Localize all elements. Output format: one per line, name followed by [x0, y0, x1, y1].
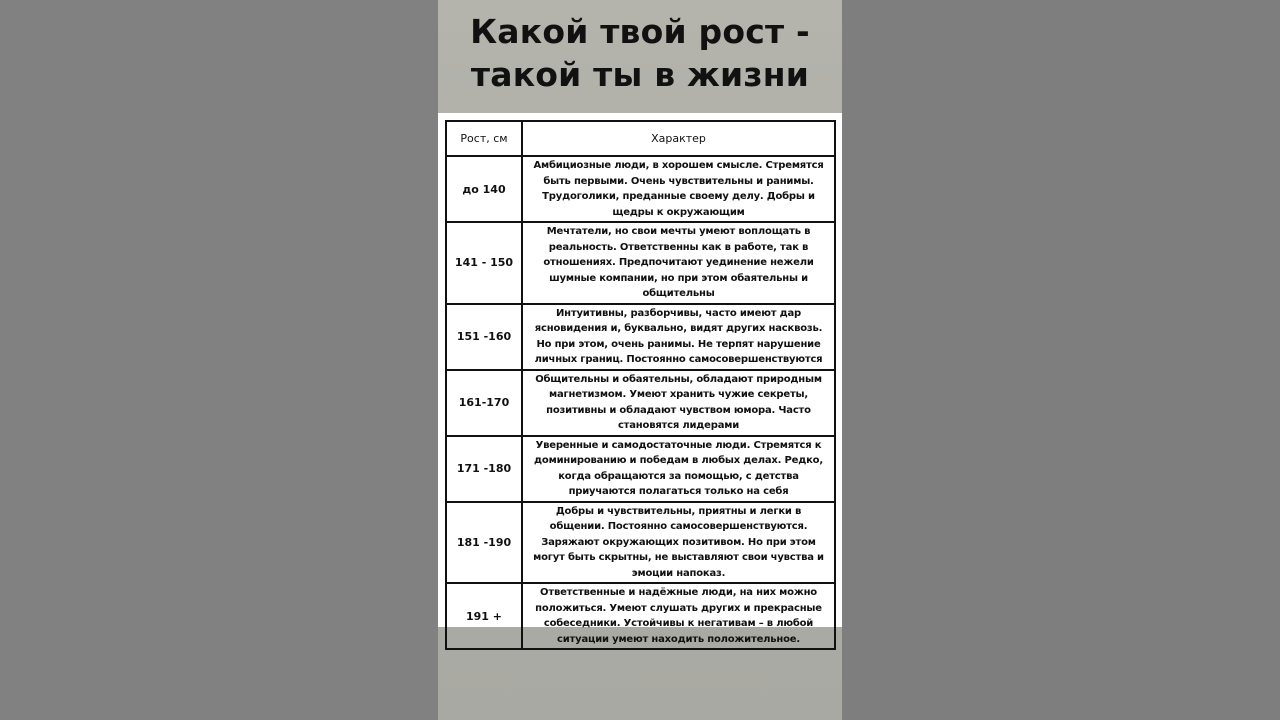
video-frame [438, 0, 842, 720]
table-row [446, 304, 835, 370]
character-cell: Интуитивны, разборчивы, часто имеют дар ясновидения и, буквально, видят других насквозь. Но при этом, очень ранимы. Не терпят нарушение личных границ. Постоянно самосовершенствуются [522, 304, 835, 370]
character-cell: Общительны и обаятельны, обладают природным магнетизмом. Умеют хранить чужие секреты, позитивны и обладают чувством юмора. Часто становятся лидерами [522, 370, 835, 436]
title-line-1: Какой твой рост - [470, 12, 810, 51]
title-line-2: такой ты в жизни [470, 55, 810, 94]
table-row [446, 583, 835, 649]
table-row [446, 370, 835, 436]
height-cell: 151 -160 [446, 304, 522, 370]
height-cell: до 140 [446, 156, 522, 222]
character-cell: Мечтатели, но свои мечты умеют воплощать в реальность. Ответственны как в работе, так в отношениях. Предпочитают уединение нежели шумные компании, но при этом обаятельны и общительны [522, 222, 835, 304]
height-cell: 161-170 [446, 370, 522, 436]
page-title [438, 10, 842, 96]
table-sheet [438, 113, 842, 645]
left-letterbox [0, 0, 438, 720]
height-cell: 191 + [446, 583, 522, 649]
table-header-row [446, 121, 835, 156]
table-row [446, 156, 835, 222]
right-letterbox [842, 0, 1280, 720]
height-cell: 141 - 150 [446, 222, 522, 304]
table-row [446, 436, 835, 502]
header-height: Рост, см [446, 121, 522, 156]
height-character-table [445, 120, 836, 650]
header-character: Характер [522, 121, 835, 156]
height-cell: 171 -180 [446, 436, 522, 502]
character-cell: Ответственные и надёжные люди, на них можно положиться. Умеют слушать других и прекрасные собеседники. Устойчивы к негативам – в любой ситуации умеют находить положительное. [522, 583, 835, 649]
character-cell: Добры и чувствительны, приятны и легки в общении. Постоянно самосовершенствуются. Заряжают окружающих позитивом. Но при этом могут быть скрытны, не выставляют свои чувства и эмоции напоказ. [522, 502, 835, 584]
character-cell: Уверенные и самодостаточные люди. Стремятся к доминированию и победам в любых делах. Редко, когда обращаются за помощью, с детства приучаются полагаться только на себя [522, 436, 835, 502]
height-cell: 181 -190 [446, 502, 522, 584]
character-cell: Амбициозные люди, в хорошем смысле. Стремятся быть первыми. Очень чувствительны и ранимы. Трудоголики, преданные своему делу. Добры и щедры к окружающим [522, 156, 835, 222]
table-row [446, 502, 835, 584]
table-row [446, 222, 835, 304]
